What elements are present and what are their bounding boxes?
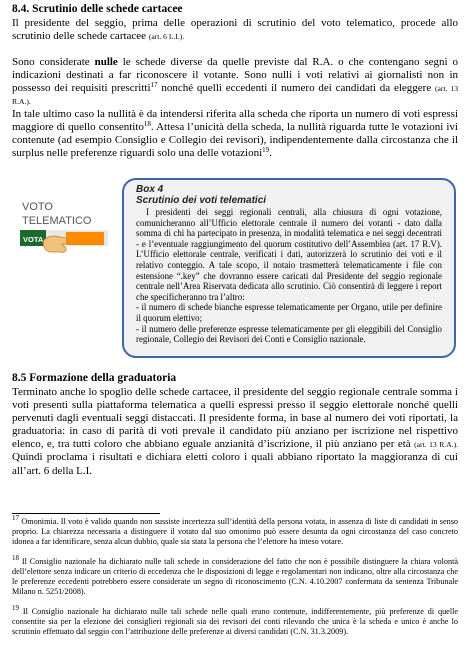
footnote-18: $^{18}$ Il Consiglio nazionale ha dichiarato nulle tali schede in considerazione del fatto che non è possibile distinguere la chiara volontà dell’elettore senza indicare un criterio di eccedenza che le disposizioni di legge e regolamentari non indicano, oltre alla circostanza che le preferenze eccedenti potrebbero essere considerate un segno di riconoscimento (C.N. 4.10.2007 confermata da sentenza Tribunale Milano n. 5251/2008). <box>12 554 458 596</box>
vota-button-label: VOTA <box>23 235 44 244</box>
section-8-4-paragraph-1: Il presidente del seggio, prima delle operazioni di scrutinio del voto telematico, procede allo scrutinio delle schede cartacee (art. 6 L.I.). <box>12 17 458 43</box>
footnote-separator <box>12 513 160 514</box>
footnote-17: $^{17}$ Omonimia. Il voto è valido quando non sussiste incertezza sull’identità della persona votata, in assenza di liste di candidati in senso proprio. La chiarezza necessaria a distinguere il votato dal suo omonimo può essere desunta da ogni circostanza del caso concreto idonea a far identificare, senza alcun dubbio, quale sia stata la persona che l’elettore ha inteso votare. <box>12 514 458 546</box>
footnote-ref-19[interactable]: 19 <box>262 146 270 155</box>
footnote-ref-18[interactable]: 18 <box>143 120 151 129</box>
section-8-4-paragraph-2: Sono considerate nulle le schede diverse da quelle previste dal R.A. o che contengano segni o indicazioni destinati a far riconoscere il votante. Sono nulli i voti relativi ai giornalisti non in possesso dei requisiti prescritti$^{17}$ nonché quelli eccedenti il numero dei candidati da eleggere (art. 13 R.A.). <box>12 56 459 107</box>
footnote-19: $^{19}$ Il Consiglio nazionale ha dichiarato nulle tali schede nelle quali erano contenute, indifferentemente, più preferenze di quelle consentite sia per la elezione dei consiglieri regionali sia dei revisori dei conti rilevando che unica è la scheda e unico è anche lo scrutinio effettuato dal seggio con l’attribuzione delle preferenze ai diversi candidati (C.N. 31.3.2009). <box>12 604 459 636</box>
box-4-title: Box 4 <box>136 184 164 195</box>
section-8-4-heading: 8.4. Scrutinio delle schede cartacee <box>12 3 183 15</box>
box-4-paragraph: I presidenti dei seggi regionali centrali, alla chiusura di ogni votazione, comunicheranno all’Ufficio elettorale centrale il numero dei votanti - dato dalla somma di chi ha partecipato in presenza, in modalità telematica e nei seggi decentrati - e l’eventuale raggiungimento del quorum costitutivo dell’Assemblea (art. 17 R.V). L’Ufficio elettorale centrale, verificati i dati, autorizzerà lo scrutinio dei voti e il relativo conteggio. A tale scopo, il notaio trasmetterà telematicamente i file con estensione “.key” che dovranno essere caricati dal Presidente del seggio regionale centrale nell’Area Riservata dedicata allo scrutinio. Ciò consentirà di leggere i report che specificheranno tra l’altro: <box>136 207 442 302</box>
box-4-item-preferenze: - il numero delle preferenze espresse telematicamente per gli eleggibili del Consiglio regionale, Collegio dei Revisori dei Conti e Consiglio nazionale. <box>136 323 442 345</box>
box-4-subtitle: Scrutinio dei voti telematici <box>136 195 267 206</box>
box-4-body <box>136 207 442 345</box>
box-4 <box>122 178 456 358</box>
section-8-4-paragraph-3: In tale ultimo caso la nullità è da intendersi riferita alla scheda che riporta un numero di voti espressi maggiore di quello consentito$^{18}$. Attesa l’unicità della scheda, la nullità riguarda tutte le votazioni ivi contenute (ad esempio Consiglio e Collegio dei revisori), indipendentemente dalla circostanza che il surplus nelle preferenze riguardi solo una delle votazioni$^{19}$. <box>12 108 458 160</box>
footnote-ref-17[interactable]: 17 <box>150 81 158 90</box>
voto-text: VOTO <box>22 201 53 213</box>
voto-telematico-illustration <box>14 196 116 254</box>
section-8-5-paragraph: Terminato anche lo spoglio delle schede cartacee, il presidente del seggio regionale centrale somma i voti presenti sulla piattaforma telematica a quelli espressi presso il seggio elettorale nonché quelli pervenuti dagli eventuali seggi distaccati. Il presidente forma, in base al numero dei voti riportati, la graduatoria: in caso di parità di voti prevale il candidato più anziano per iscrizione nel rispettivo elenco, e, tra tutti coloro che abbiano eguale anzianità d’iscrizione, il più anziano per età (art. 13 R.A.). Quindi proclama i risultati e dichiara eletti coloro i quali abbiano riportato la maggioranza di cui all’art. 6 della L.I. <box>12 386 458 477</box>
telematico-text: TELEMATICO <box>22 215 92 227</box>
section-8-5-heading: 8.5 Formazione della graduatoria <box>12 372 177 384</box>
box-4-item-schede-bianche: - il numero di schede bianche espresse telematicamente per Organo, utile per definire il quorum elettivo; <box>136 302 442 323</box>
